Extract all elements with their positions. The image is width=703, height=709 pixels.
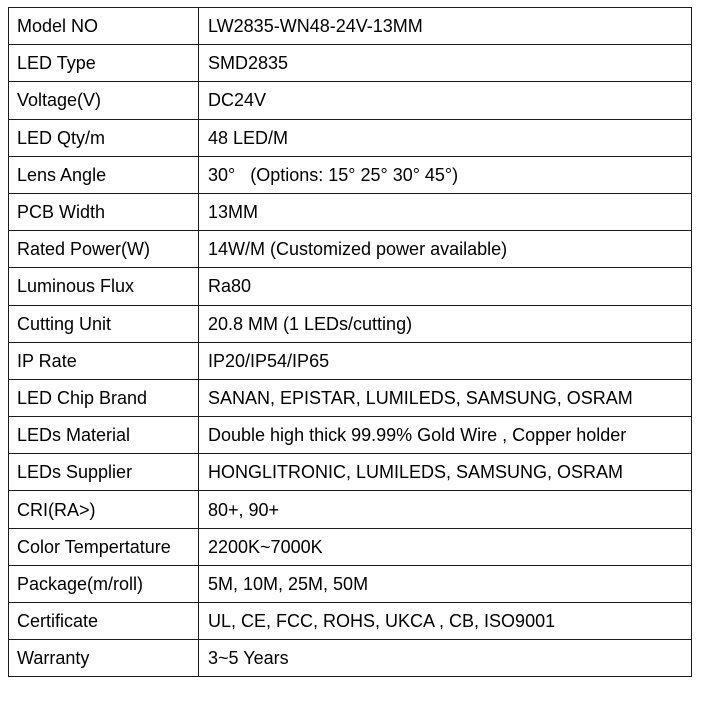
row-value: 13MM (199, 193, 692, 230)
row-value: 3~5 Years (199, 640, 692, 677)
row-label: Certificate (9, 603, 199, 640)
row-value: 14W/M (Customized power available) (199, 231, 692, 268)
row-value: SMD2835 (199, 45, 692, 82)
table-row (9, 454, 692, 491)
row-label: Voltage(V) (9, 82, 199, 119)
row-value: 2200K~7000K (199, 528, 692, 565)
row-value: SANAN, EPISTAR, LUMILEDS, SAMSUNG, OSRAM (199, 379, 692, 416)
row-value: UL, CE, FCC, ROHS, UKCA , CB, ISO9001 (199, 603, 692, 640)
table-row (9, 45, 692, 82)
row-value: 80+, 90+ (199, 491, 692, 528)
spec-table (8, 7, 692, 677)
table-row (9, 491, 692, 528)
row-value: HONGLITRONIC, LUMILEDS, SAMSUNG, OSRAM (199, 454, 692, 491)
row-value: 48 LED/M (199, 119, 692, 156)
table-row (9, 342, 692, 379)
table-row (9, 305, 692, 342)
table-row (9, 82, 692, 119)
row-label: Lens Angle (9, 156, 199, 193)
row-label: CRI(RA>) (9, 491, 199, 528)
row-label: Model NO (9, 8, 199, 45)
row-value: Double high thick 99.99% Gold Wire , Copper holder (199, 417, 692, 454)
table-row (9, 603, 692, 640)
row-label: LEDs Material (9, 417, 199, 454)
table-row (9, 528, 692, 565)
row-label: LED Chip Brand (9, 379, 199, 416)
table-row (9, 156, 692, 193)
row-value: LW2835-WN48-24V-13MM (199, 8, 692, 45)
row-label: PCB Width (9, 193, 199, 230)
table-row (9, 565, 692, 602)
row-label: LEDs Supplier (9, 454, 199, 491)
row-value: IP20/IP54/IP65 (199, 342, 692, 379)
table-row (9, 193, 692, 230)
row-label: Rated Power(W) (9, 231, 199, 268)
row-value: DC24V (199, 82, 692, 119)
row-value: 30° (Options: 15° 25° 30° 45°) (199, 156, 692, 193)
row-value: 20.8 MM (1 LEDs/cutting) (199, 305, 692, 342)
table-row (9, 640, 692, 677)
table-row (9, 417, 692, 454)
row-value: 5M, 10M, 25M, 50M (199, 565, 692, 602)
table-row (9, 268, 692, 305)
table-row (9, 231, 692, 268)
table-row (9, 8, 692, 45)
table-row (9, 119, 692, 156)
row-label: Package(m/roll) (9, 565, 199, 602)
row-label: LED Qty/m (9, 119, 199, 156)
spec-table-body (9, 8, 692, 677)
row-label: Cutting Unit (9, 305, 199, 342)
table-row (9, 379, 692, 416)
row-label: LED Type (9, 45, 199, 82)
row-value: Ra80 (199, 268, 692, 305)
row-label: Color Tempertature (9, 528, 199, 565)
row-label: IP Rate (9, 342, 199, 379)
row-label: Warranty (9, 640, 199, 677)
row-label: Luminous Flux (9, 268, 199, 305)
